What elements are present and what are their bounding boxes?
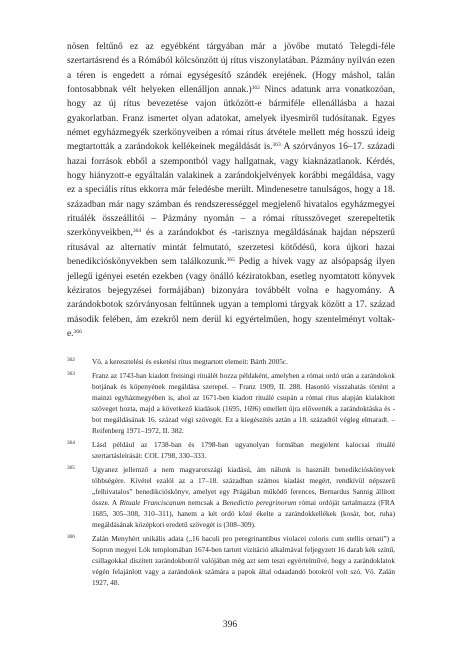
footnote-reference: 366 [73,328,82,335]
text-segment: nemcsak a [185,497,223,507]
text-segment: Lásd például az 1738-ban és 1798-ban ugyanolyan formában megjelent kalocsai rituálé szertartásleírását: COL 1798, 330–333. [92,439,395,460]
footnote [67,464,395,531]
footnote [67,370,395,437]
footnotes [67,356,395,588]
footnote-number: 362 [67,357,75,364]
footnote-reference: 362 [251,85,260,92]
text-segment: A szórványos 16–17. századi hazai források ebből a szempontból vagy hallgatnak, vagy kiaknázatlanok. Kérdés, hogy hiányzott-e egyáltalán valakinek a zarándokjelvények korábbi megáldása, vagy ez a speciális rítus ekkorra már feledésbe merült. Mindenesetre tanulságos, hogy a 18. században már nagy számban és rendszerességgel megjelenő hivatalos egyházmegyei rituálék összeállítói – Pázmány nyomán – a római rítusszöveget szerepeltetik szerkönyveikben, [67,142,395,239]
footnote-number: 363 [67,370,75,377]
footnote-number: 365 [67,464,75,471]
text-segment: római ordóját tartalmazza (FRA 1685, 305–308, 310–311), hanem a két ordó közé ékelte a zarándokkellékek (kosár, bot, ruha) megáldásának középkori eredetű szövegét is (308–309). [92,497,395,530]
page-number: 396 [222,620,238,630]
italic-title: Benedictio peregrinorum [222,497,297,507]
footnote-reference: 364 [132,228,142,235]
text-segment: Pedig a hívek vagy az alsópapság ilyen jellegű igényei esetén ezekben (vagy önálló kéziratokban, esetleg nyomtatott könyvek kéziratos bejegyzései formájában) bizonyára továbbélt volna e hagyomány. A zarándokbotok szórványosan feltűnnek ugyan a templomi tárgyak között a 17. század második felében, ám ezekről nem derül ki egyértelműen, hogy szentelményt voltak-e. [67,257,395,339]
footnote-reference: 365 [226,257,235,264]
text-segment: Franz az 1743-ban kiadott freisingi rituálét hozza példaként, amelyben a római ordó után a zarándokok botjának és köpenyének megáldása szerepel. – Franz 1909, II. 288. Hasonló visszahatás történt a mainzi egyházmegyében is, ahol az 1671-ben kiadott rituálé csupán a római rítus alapján kialakított szöveget hozta, majd a következő kiadások (1695, 1696) emellett újra előveették a zarándoktáska és -bot megáldásának 16. század végi szövegét. Ez a kiegészítés aztán a 18. századtól végleg elmaradt. – Reifenberg 1971–1972, II. 382. [92,370,395,436]
main-text [67,40,395,341]
text-segment: nösen feltűnő ez az egyébként tárgyában már a jövőbe mutató Telegdi-féle szertartásrend és a Rómából kölcsönzött új rítus viszonylatában. Pázmány nyilván ezen a téren is engedett a római egységesítő szándék erejének. (Hogy máshol, talán fontosabbnak vélt helyeken ellenálljon annak.) [67,42,395,96]
footnote [67,356,395,367]
text-segment: Zalán Menyhért unikális adata („16 baculi pro peregrinantibus violacei coloris cum stellis ornati”) a Sopron megyei Lók templomában 1674-ben tartott vizitáció alkalmával feljegyzett 16 darab kék színű, csillagokkal díszített zarándokbotról valójában még azt sem teszi egyértelművé, hogy a zarándoklatok végén felajánlott vagy a zarándokok számára a papok által odaadandó botokról volt szó. Vö. Zalán 1927, 48. [92,533,395,587]
footnote [67,533,395,588]
text-segment: Ugyanez jellemző a nem magyarországi kiadású, ám nálunk is használt benedikcióskönyvek többségére. Kivétel ezalól az a 17–18. században számos kiadást megért, rendkívül népszerű „felhivatalos” benedikcióskönyv, amelyet egy Prágában működő ferences, Bernardus Sannig állított össze. A [92,464,395,507]
italic-title: Rituale Franciscanum [119,497,186,507]
text-segment: és a zarándokbot és -tarisznya megáldásának hajdan népszerű rítusával az alternatív mintát felmutató, szerzetesi kötődésű, kora újkori hazai benedikcióskönyvekben sem találkozunk. [67,228,395,268]
text-segment: Vö. a keresztelési és esketési rítus megtartott elemeit: Bárth 2005c. [92,357,288,367]
text-segment: Nincs adatunk arra vonatkozóan, hogy az új rítus bevezetése vajon ütközött-e bármiféle ellenállásba a hazai gyakorlatban. Franz ismertet olyan adatokat, amelyek ilyesmiről tudósítanak. Egyes német egyházmegyék szerkönyveiben a római rítus átvétele mellett még hosszú ideig megtartották a zarándokok kellékeinek megáldását is. [67,85,395,153]
page-content [67,40,395,591]
footnote-reference: 363 [272,142,281,149]
footnote-number: 366 [67,533,75,540]
footnote-number: 364 [67,439,75,446]
footnote [67,439,395,461]
